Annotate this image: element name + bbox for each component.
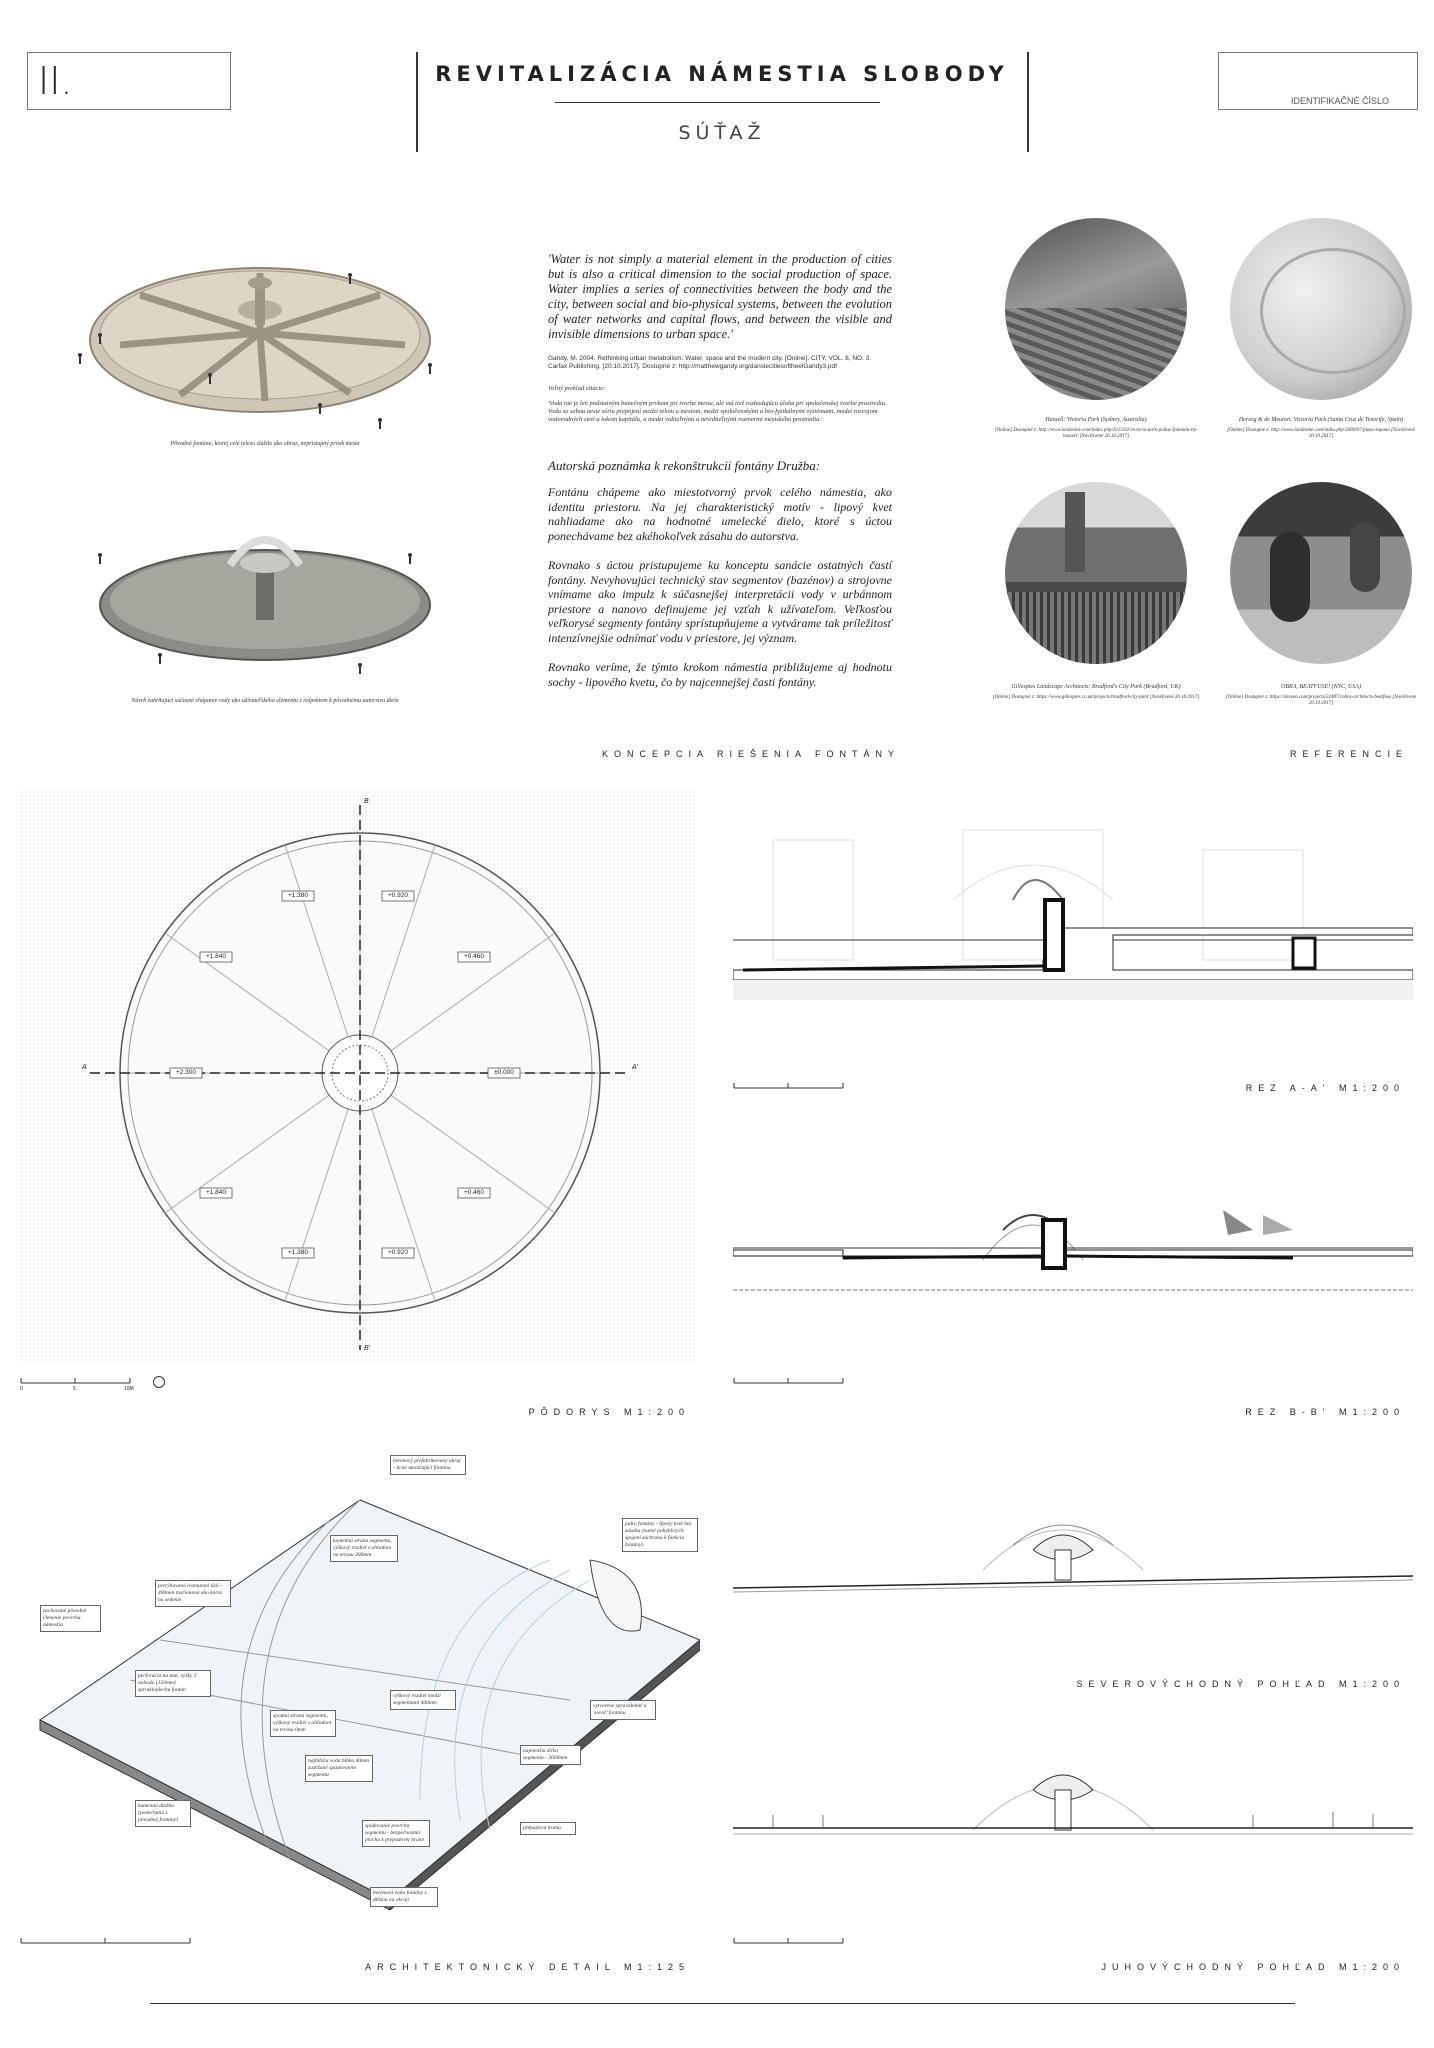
- id-number-label: IDENTIFIKAČNÉ ČÍSLO: [1290, 96, 1389, 106]
- reference-title-4: OBRA, BEATFUSE! (NYC, USA): [1281, 684, 1361, 690]
- reference-title-1: Hassell: Victoria Park (Sydney, Australia): [1045, 417, 1147, 423]
- elevation-se-drawing: [733, 1730, 1413, 1870]
- section-b-drawing: [733, 1150, 1413, 1350]
- north-arrow-icon: [153, 1376, 165, 1388]
- section-marker-a2: A': [632, 1064, 639, 1071]
- concept-quote: 'Water is not simply a material element in the production of cities but is also a critical dimension to the social production of space. Water implies a series of connectivities between the body and the city, between social and bio-physical systems, between the evolution of water networks and capital flows, and between the visible and invisible dimensions to urban space.': [548, 252, 892, 341]
- level-label: +1.840: [205, 1189, 227, 1196]
- elevation-scale-bar: [733, 1935, 853, 1949]
- sheet-number-box: [27, 52, 231, 110]
- reference-title-3: Gillespies Landscape Architects: Bradford's City Park (Bradford, UK): [1011, 684, 1181, 690]
- detail-annotation: betónový prefabrikovaný okraj - lícne ukončujúci fontánu: [390, 1455, 466, 1475]
- concept-paragraph-3: Rovnako veríme, že týmto krokom námestia približujeme aj hodnotu sochy - lipového kvetu, čo by najcennejšej časti fontány.: [548, 660, 892, 689]
- section-a-label: REZ A-A' M1:200: [1245, 1083, 1405, 1093]
- level-label: +0.460: [463, 1189, 485, 1196]
- detail-scale-bar: [20, 1935, 200, 1949]
- reference-source-4: [Online] Dostupné z: https://dezeen.com/projects/22487/cobra-architects-beatfuse [Navštívené 20.10.2017]: [1225, 695, 1417, 706]
- concept-section-label: KONCEPCIA RIEŠENIA FONTÁNY: [601, 749, 900, 759]
- plan-scale-0: 0: [20, 1386, 23, 1392]
- elevation-se-label: JUHOVÝCHODNÝ POHĽAD M1:200: [1101, 1962, 1405, 1972]
- plan-label: PÔDORYS M1:200: [528, 1407, 690, 1417]
- level-label: +0.460: [463, 953, 485, 960]
- detail-annotation: spodná strana segmentu, výškový rozdiel s ohľadom na terasu 0mm: [270, 1710, 336, 1737]
- references-section-label: REFERENCIE: [1289, 749, 1408, 759]
- section-b-label: REZ B-B' M1:200: [1245, 1407, 1405, 1417]
- concept-paragraph-1: Fontánu chápeme ako miestotvorný prvok celého námestia, ako identitu priestoru. Na jej charakteristický motív - lipový kvet nahliadame ako na hodnotné umelecké dielo, ktoré s úctou ponechávame bez akéhokoľvek zásahu do autorstva.: [548, 485, 892, 543]
- page-title: REVITALIZÁCIA NÁMESTIA SLOBODY: [435, 62, 1009, 86]
- level-label: ±0.000: [494, 1069, 514, 1076]
- id-number-box: [1218, 52, 1418, 110]
- detail-annotation: kamenná dlažba (ponechaná z pôvodnej fontány): [135, 1800, 191, 1827]
- footer-rule: [150, 2003, 1295, 2004]
- level-label: +1.840: [205, 953, 227, 960]
- section-a-scale-bar: [733, 1080, 853, 1094]
- reference-source-3: [Online] Dostupné z: https://www.gillespies.co.uk/projects/bradford-city-park [Navštívené 20.10.2017]: [992, 695, 1200, 700]
- level-label: +0.920: [387, 892, 409, 899]
- detail-annotation: spádovanie povrchu segmentu - bezpečnostná plocha k prepadovej hrane: [362, 1820, 430, 1847]
- concept-heading: Autorská poznámka k rekonštrukcii fontány Družba:: [548, 458, 821, 473]
- detail-annotation: betónová vaňa fontány s dlhšou na okraji: [370, 1887, 438, 1907]
- section-a-drawing: [733, 800, 1413, 1020]
- elevation-ne-label: SEVEROVÝCHODNÝ POHĽAD M1:200: [1076, 1679, 1405, 1689]
- detail-annotation: zachované pôvodné členenie povrchu námestia: [40, 1605, 101, 1632]
- header-divider-right: [1027, 52, 1029, 152]
- detail-annotation: prerýhovaná rozmanitá 6x6 - 400mm rozčlenená ako korzo na sedenie: [155, 1580, 231, 1607]
- reference-photo-4: [1230, 482, 1412, 664]
- sheet-number: II.: [38, 59, 73, 103]
- concept-paragraph-2: Rovnako s úctou pristupujeme ku konceptu sanácie ostatných častí fontány. Nevyhovujúci technický stav segmentov (bazénov) a strojovne vnímame ako impulz k súčasnejšej interpretácii vody v urbánnom priestore a nanovo definujeme jej vzťah k užívateľom. Veľkosťou veľkorysé segmenty fontány sprístupňujeme a vytvárame tak príležitosť intenzívnejšie odnímať vodu v priestore, jej význam.: [548, 558, 892, 645]
- reference-photo-1: [1005, 218, 1187, 400]
- header-divider-left: [416, 52, 418, 152]
- level-label: +1.380: [287, 892, 309, 899]
- caption-original-fountain: Pôvodná fontána, ktorej celé teleso slúžilo ako obraz, nepristupný prvok mesta: [170, 441, 360, 447]
- section-b-scale-bar: [733, 1375, 853, 1389]
- level-label: +2.300: [175, 1069, 197, 1076]
- reference-title-2: Herzog & de Meuron: Victoria Park (Santa Cruz de Tenerife, Spain): [1238, 417, 1404, 423]
- detail-annotation: jadro fontány - lipový kvet bez zásahu (nutné pohyblivých spojení záchrana k funkcia fontány): [622, 1518, 698, 1552]
- detail-annotation: najhlbšia voda hĺbka 40mm zadržané spádovaním segmentu: [305, 1755, 373, 1782]
- reference-source-2: [Online] Dostupné z: http://www.landezine.com/index.php/2009/07/plaza-espana [Navštívené 20.10.2017]: [1227, 428, 1415, 439]
- detail-annotation: najmenšia šírka segmentu - 3000mm: [520, 1745, 581, 1765]
- level-label: +1.380: [287, 1249, 309, 1256]
- plan-scale-10: 10M: [124, 1386, 134, 1392]
- detail-annotation: kamenná strana segmentu, výškový rozdiel s ohľadom na terasu 300mm: [330, 1535, 398, 1562]
- detail-annotation: perforácia na mut, výšky 3 nohodo (150mm) sprinkleplechu fontán: [135, 1670, 211, 1697]
- title-underline: [555, 102, 880, 103]
- level-label: +0.920: [387, 1249, 409, 1256]
- detail-annotation: vytvorené spravidelniť a 'sieviť' fontánu: [590, 1700, 656, 1720]
- reference-photo-2: [1230, 218, 1412, 400]
- plan-drawing: [20, 790, 696, 1363]
- proposed-fountain-image: [60, 515, 470, 685]
- detail-label: ARCHITEKTONICKÝ DETAIL M1:125: [365, 1962, 690, 1972]
- caption-proposed-fountain: Návrh zahŕňajúci súčasné chápanie vody ako užívateľského elementu s rešpektom k pôvodnému autorstvu diela: [131, 698, 399, 704]
- translation-label: Voľný preklad citácie:: [548, 385, 606, 392]
- reference-source-1: [Online] Dostupné z: http://www.landezine.com/index.php/2015/02/victoria-park-pollux-fountain-by-hassell/ [Navštívené 20.10.2017]: [994, 428, 1198, 439]
- elevation-ne-drawing: [733, 1480, 1413, 1620]
- plan-scale-5: 5: [73, 1386, 76, 1392]
- reference-photo-3: [1005, 482, 1187, 664]
- section-marker-b: B: [364, 798, 369, 805]
- section-marker-a: A: [82, 1064, 87, 1071]
- plan-scale-bar: [20, 1375, 140, 1395]
- page-subtitle: SÚŤAŽ: [678, 122, 766, 144]
- quote-translation: 'Voda nie je len podstatným bunečným prvkom pri tvorbe mesta, ale má tiež rozhodujúcu úlohu pri spoločenskej tvorbe prostredia. Voda so sebou nesie sériu prepojení medzi telom a mestom, medzi spoločenskými a bio-fyzikálnymi systémami, medzi rozvojom vodovodných sietí a tokom kapitálu, a medzi viditeľnými a neviditeľnými rozmermi mestského prostredia.': [548, 400, 887, 423]
- original-fountain-image: [60, 225, 470, 435]
- section-marker-b2: B': [364, 1345, 371, 1352]
- quote-citation: Gandy, M. 2004. Rethinking urban metabolism: Water, space and the modern city. [Online]. CITY, VOL. 8, NO. 3. Carfax Publishing. [20.10.2017]. Dostupné z: http://matthewgandy.org/danslecitiesoftheelGandy3.pdf: [548, 355, 872, 370]
- detail-annotation: prepadová hrana: [520, 1822, 576, 1835]
- detail-annotation: výškový rozdiel medzi segmentami 460mm: [390, 1690, 456, 1710]
